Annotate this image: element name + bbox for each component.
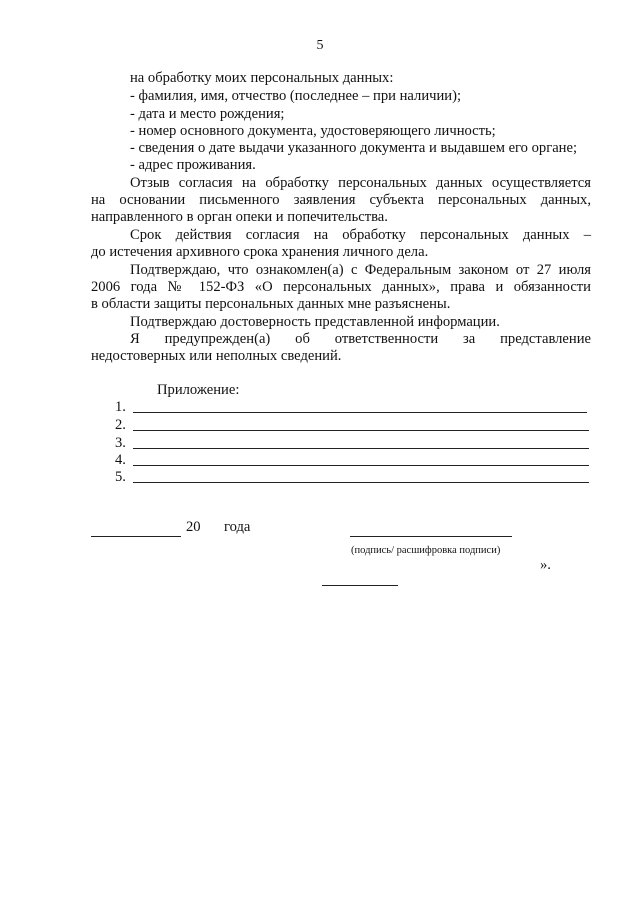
separator-line	[322, 585, 398, 586]
paragraph-line: в области защиты персональных данных мне разъяснены.	[91, 296, 451, 312]
date-blank[interactable]	[91, 536, 181, 537]
attachment-line[interactable]	[133, 412, 587, 413]
consent-intro: на обработку моих персональных данных:	[130, 70, 394, 86]
signature-blank[interactable]	[350, 536, 512, 537]
year-prefix: 20	[186, 519, 201, 535]
paragraph-line: направленного в орган опеки и попечительства.	[91, 209, 388, 225]
paragraph-line: Я предупрежден(а) об ответственности за представление	[130, 331, 591, 347]
attachment-line[interactable]	[133, 465, 589, 466]
paragraph-line: до истечения архивного срока хранения личного дела.	[91, 244, 429, 260]
consent-item: - номер основного документа, удостоверяющего личность;	[130, 123, 496, 139]
paragraph-line: 2006 года № 152-ФЗ «О персональных данных», права и обязанности	[91, 279, 591, 295]
attachment-line[interactable]	[133, 448, 589, 449]
attachment-number: 3.	[115, 435, 126, 451]
attachment-line[interactable]	[133, 482, 589, 483]
consent-item: - сведения о дате выдачи указанного документа и выдавшем его органе;	[130, 140, 578, 156]
attachment-line[interactable]	[133, 430, 589, 431]
attachment-number: 1.	[115, 399, 126, 415]
attachment-number: 2.	[115, 417, 126, 433]
closing-quote: ».	[540, 557, 551, 573]
paragraph-line: Отзыв согласия на обработку персональных данных осуществляется	[130, 175, 591, 191]
page-number: 5	[316, 38, 324, 53]
signature-caption: (подпись/ расшифровка подписи)	[351, 545, 501, 556]
attachment-number: 5.	[115, 469, 126, 485]
consent-item: - фамилия, имя, отчество (последнее – при наличии);	[130, 88, 462, 104]
consent-item: - дата и место рождения;	[130, 106, 285, 122]
attachment-title: Приложение:	[157, 382, 240, 398]
paragraph-line: Срок действия согласия на обработку персональных данных –	[130, 227, 591, 243]
consent-item: - адрес проживания.	[130, 157, 256, 173]
year-suffix: года	[224, 519, 251, 535]
paragraph-line: на основании письменного заявления субъекта персональных данных,	[91, 192, 591, 208]
attachment-number: 4.	[115, 452, 126, 468]
paragraph-line: недостоверных или неполных сведений.	[91, 348, 342, 364]
paragraph-line: Подтверждаю, что ознакомлен(а) с Федеральным законом от 27 июля	[130, 262, 591, 278]
reliability-statement: Подтверждаю достоверность представленной информации.	[130, 314, 500, 330]
